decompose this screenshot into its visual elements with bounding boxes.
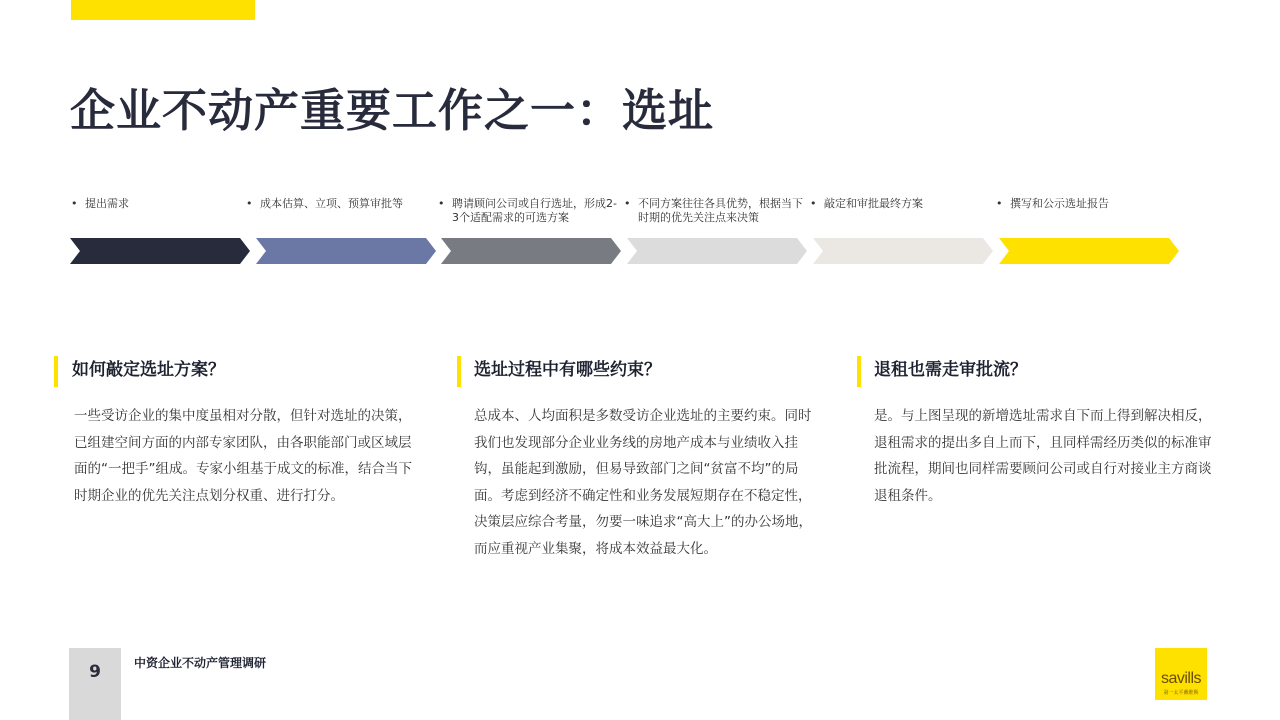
process-chevrons	[0, 0, 1280, 300]
bullet-icon: •	[810, 197, 817, 210]
chevron-step-3	[441, 238, 621, 264]
bullet-icon: •	[438, 197, 445, 210]
step-text: 撰写和公示选址报告	[1010, 197, 1109, 210]
page-title: 企业不动产重要工作之一：选址	[70, 84, 715, 137]
chevron-step-6	[999, 238, 1179, 264]
step-text: 成本估算、立项、预算审批等	[260, 197, 403, 210]
section-accent-bar	[457, 356, 461, 387]
logo-subtitle: 第一太平戴维斯	[1163, 690, 1199, 696]
section-body-2: 总成本、人均面积是多数受访企业选址的主要约束。同时我们也发现部分企业业务线的房地产成本与业绩收入挂钩，虽能起到激励，但易导致部门之间“贫富不均”的局面。考虑到经济不确定性和业务发展短期存在不稳定性，决策层应综合考量，勿要一味追求“高大上”的办公场地，而应重视产业集聚，将成本效益最大化。	[474, 408, 812, 557]
savills-logo	[1155, 648, 1207, 700]
section-body-3: 是。与上图呈现的新增选址需求自下而上得到解决相反，退租需求的提出多自上而下，且同样需经历类似的标准审批流程，期间也同样需要顾问公司或自行对接业主方商谈退租条件。	[874, 408, 1212, 504]
chevron-step-2	[256, 238, 436, 264]
logo-wordmark: savills	[1160, 670, 1202, 687]
bullet-icon: •	[71, 197, 78, 210]
page-number-box	[69, 648, 121, 720]
bullet-icon: •	[246, 197, 253, 210]
chevron-step-1	[70, 238, 250, 264]
section-accent-bar	[857, 356, 861, 387]
page-number: 9	[89, 662, 101, 682]
step-text: 敲定和审批最终方案	[824, 197, 923, 210]
section-heading-3: 退租也需走审批流？	[874, 360, 1027, 380]
section-accent-bar	[54, 356, 58, 387]
step-text: 聘请顾问公司或自行选址，形成2-3个适配需求的可选方案	[452, 197, 617, 224]
step-text: 不同方案往往各具优势，根据当下时期的优先关注点来决策	[638, 197, 803, 224]
bullet-icon: •	[624, 197, 631, 210]
section-heading-2: 选址过程中有哪些约束？	[474, 360, 661, 380]
footer-report-title: 中资企业不动产管理调研	[134, 656, 267, 670]
step-text: 提出需求	[85, 197, 129, 210]
chevron-step-4	[627, 238, 807, 264]
chevron-step-5	[813, 238, 993, 264]
bullet-icon: •	[996, 197, 1003, 210]
section-heading-1: 如何敲定选址方案？	[72, 360, 225, 380]
section-body-1: 一些受访企业的集中度虽相对分散，但针对选址的决策，已组建空间方面的内部专家团队，由各职能部门或区域层面的“一把手”组成。专家小组基于成文的标准，结合当下时期企业的优先关注点划分权重、进行打分。	[74, 408, 412, 504]
